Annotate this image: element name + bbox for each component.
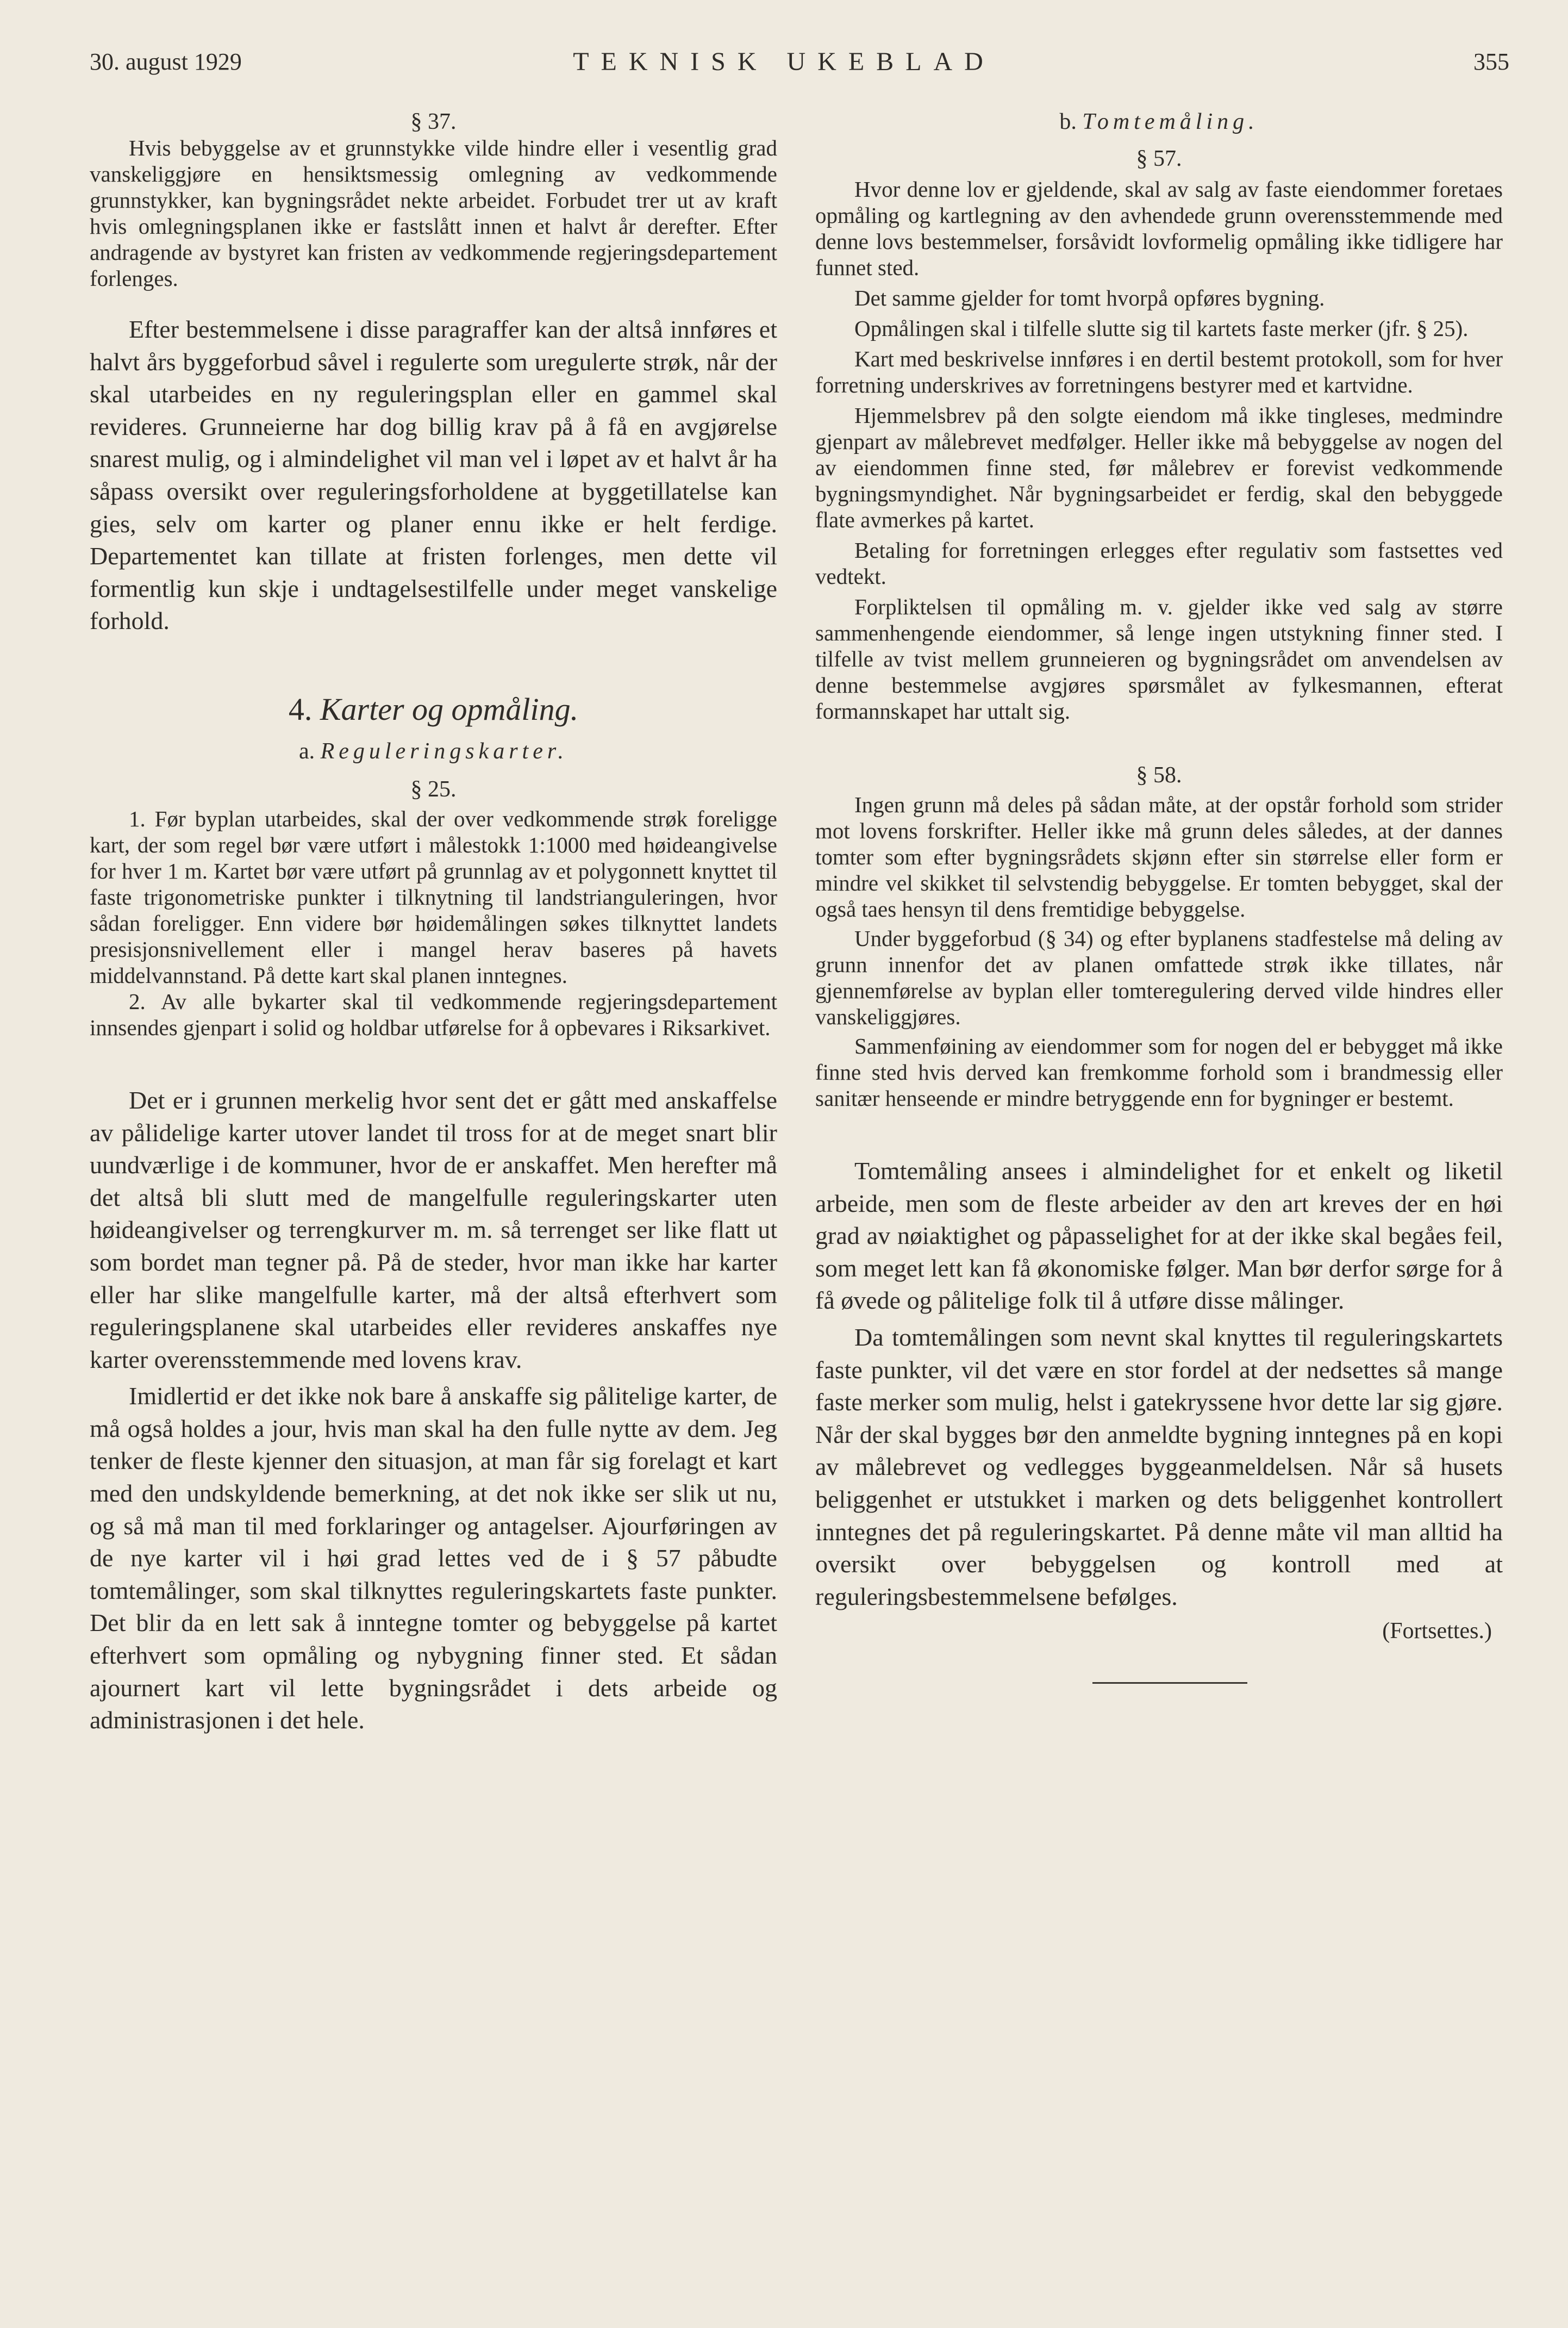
chapter-title: Karter og opmåling.: [320, 691, 579, 727]
section-58-paragraph: Under byggeforbud (§ 34) og efter byplanens stadfestelse må deling av grunn innenfor det av planen omfattede strøk ikke tillates, når gjennemførelse av byplan eller tomteregulering derved vilde hindres eller vanskeliggjøres.: [815, 926, 1503, 1029]
section-57-paragraph: Betaling for forretningen erlegges efter regulativ som fastsettes ved vedtekt.: [815, 538, 1503, 589]
section-57-paragraph: Hvor denne lov er gjeldende, skal av salg av faste eiendommer foretaes opmåling og kartlegning av den avhendede grunn overensstemmende med denne lovs bestemmelser, forsåvidt lovformelig opmåling ikke tidligere har funnet sted.: [815, 177, 1503, 280]
subsection-title: Tomtemåling.: [1082, 109, 1259, 134]
journal-title: TEKNISK UKEBLAD: [573, 47, 995, 76]
commentary-paragraph: Efter bestemmelsene i disse paragraffer kan der altså innføres et halvt års byggeforbud såvel i regulerte som uregulerte strøk, når der skal utarbeides en ny reguleringsplan eller en gammel skal revideres. Grunneierne har dog billig krav på å få en avgjørelse snarest mulig, og i almindelighet vil man vel i løpet av et halvt år ha såpass oversikt over reguleringsforholdene at byggetillatelse kan gies, selv om karter og planer ennu ikke er helt ferdige. Departementet kan tillate at fristen forlenges, men dette vil formentlig kun skje i undtagelsestilfelle under meget vanskelige forhold.: [90, 315, 777, 635]
section-58-paragraph: Ingen grunn må deles på sådan måte, at der opstår forhold som strider mot lovens forskrifter. Heller ikke må grunn deles således, at der dannes tomter som efter bygningsrådets skjønn efter sin størrelse eller form er mindre vel skikket til selvstendig bebyggelse. Er tomten bebygget, skal der også taes hensyn til dens fremtidige bebyggelse.: [815, 792, 1503, 922]
section-25-item-2: 2. Av alle bykarter skal til vedkommende regjeringsdepartement innsendes gjenpart i solid og holdbar utførelse for å opbevares i Riksarkivet.: [90, 988, 777, 1040]
section-58-paragraph: Sammenføining av eiendommer som for nogen del er bebygget må ikke finne sted hvis derved kan fremkomme forhold som i brandmessig eller sanitær henseende er mindre betryggende enn for bygninger er bestemt.: [815, 1034, 1503, 1111]
section-37-heading: § 37.: [410, 109, 457, 134]
section-57-paragraph: Opmålingen skal i tilfelle slutte sig til kartets faste merker (jfr. § 25).: [854, 316, 1469, 341]
commentary-paragraph: Tomtemåling ansees i almindelighet for et enkelt og liketil arbeide, men som de fleste arbeider av den art kreves der en høi grad av nøiaktighet og påpasselighet for at der ikke skal begåes feil, som meget lett kan få økonomiske følger. Man bør derfor sørge for å få øvede og pålitelige folk til å utføre disse målinger.: [815, 1157, 1503, 1315]
subsection-title: Reguleringskarter.: [320, 738, 569, 764]
page-number: 355: [1473, 48, 1509, 75]
section-57-paragraph: Det samme gjelder for tomt hvorpå opføres bygning.: [854, 285, 1325, 310]
section-37-text: Hvis bebyggelse av et grunnstykke vilde hindre eller i vesentlig grad vanskeliggjøre en hensiktsmessig omlegning av vedkommende grunnstykker, kan bygningsrådet nekte arbeidet. Forbudet trer ut av kraft hvis omlegningsplanen ikke er fastslått innen et halvt år derefter. Efter andragende av bystyret kan fristen av vedkommende regjeringsdepartement forlenges.: [90, 135, 777, 291]
subsection-letter: a.: [298, 738, 315, 764]
section-57-paragraph: Forpliktelsen til opmåling m. v. gjelder ikke ved salg av større sammenhengende eiendommer, så lenge ingen utstykning finner sted. I tilfelle av tvist mellem grunneieren og bygningsrådet om anvendelsen av denne bestemmelse avgjøres spørsmålet av fylkesmannen, efterat formannskapet har uttalt sig.: [815, 594, 1503, 724]
commentary-paragraph: Imidlertid er det ikke nok bare å anskaffe sig pålitelige karter, de må også holdes a jour, hvis man skal ha den fulle nytte av dem. Jeg tenker de fleste kjenner den situasjon, at man får sig forelagt et kart med den undskyldende bemerkning, at det nok ikke ser slik ut nu, og så må man til med forklaringer og antagelser. Ajourføringen av de nye karter vil i høi grad lettes ved de i § 57 påbudte tomtemålinger, som skal tilknyttes reguleringskartets faste punkter. Det blir da en lett sak å inntegne tomter og bebyggelse på kartet efterhvert som opmåling og nybygning finner sted. Et sådan ajournert kart vil lette bygningsrådet i dets arbeide og administrasjonen i det hele.: [90, 1382, 777, 1734]
subsection-b-heading: [815, 109, 1503, 135]
section-25-heading: § 25.: [410, 776, 457, 802]
continued-note: (Fortsettes.): [1382, 1619, 1492, 1644]
right-column: [815, 109, 1503, 1684]
subsection-letter: b.: [1059, 109, 1077, 134]
section-57-paragraph: Hjemmelsbrev på den solgte eiendom må ikke tingleses, medmindre gjenpart av målebrevet medfølger. Heller ikke må bebyggelse av nogen del av eiendommen finne sted, før målebrev er forevist vedkommende bygningsmyndighet. Når bygningsarbeidet er ferdig, skal den bebyggede flate avmerkes på kartet.: [815, 403, 1503, 532]
commentary-paragraph: Det er i grunnen merkelig hvor sent det er gått med anskaffelse av pålidelige karter utover landet til tross for at de meget snart blir uundværlige i de kommuner, hvor de er anskaffet. Men herefter må det altså bli slutt med de mangelfulle reguleringskarter uten høideangivelser og terrengkurver m. m. så terrenget ser like flatt ut som bordet man tegner på. På de steder, hvor man ikke har karter eller har slike mangelfulle karter, må der altså efterhvert som reguleringsplanene skal utarbeides eller revideres anskaffes nye karter overensstemmende med lovens krav.: [90, 1086, 777, 1373]
end-rule: [1092, 1682, 1247, 1684]
section-58-heading: § 58.: [1136, 763, 1182, 788]
left-column: [90, 109, 777, 1736]
section-57-heading: § 57.: [1136, 146, 1182, 171]
chapter-number: 4.: [288, 691, 313, 727]
section-25-item-1: 1. Før byplan utarbeides, skal der over vedkommende strøk foreligge kart, der som regel bør være utført i målestokk 1:1000 med høideangivelse for hver 1 m. Kartet bør være utført på grunnlag av et polygonnett knyttet til faste trigonometriske punkter i tilknytning til landstrianguleringen, hvor sådan foreligger. Enn videre bør høidemålingen søkes tilknyttet landets presisjonsnivellement eller i mangel herav baseres på havets middelvannstand. På dette kart skal planen inntegnes.: [90, 806, 777, 988]
commentary-paragraph: Da tomtemålingen som nevnt skal knyttes til reguleringskartets faste punkter, vil det være en stor fordel at der nedsettes så mange faste merker som mulig, helst i gatekryssene hvor dette lar sig gjøre. Når der skal bygges bør den anmeldte bygning inntegnes på en kopi av målebrevet og vedlegges byggeanmeldelsen. Når så husets beliggenhet er utstukket i marken og dets beliggenhet kontrollert inntegnes det på reguleringskartet. På denne måte vil man alltid ha oversikt over bebyggelsen og kontroll med at reguleringsbestemmelsene befølges.: [815, 1323, 1503, 1610]
chapter-heading: [90, 692, 777, 727]
subsection-a-heading: [90, 738, 777, 764]
section-57-paragraph: Kart med beskrivelse innføres i en dertil bestemt protokoll, som for hver forretning underskrives av forretningens bestyrer med et kartvidne.: [815, 346, 1503, 397]
issue-date: 30. august 1929: [90, 48, 242, 75]
